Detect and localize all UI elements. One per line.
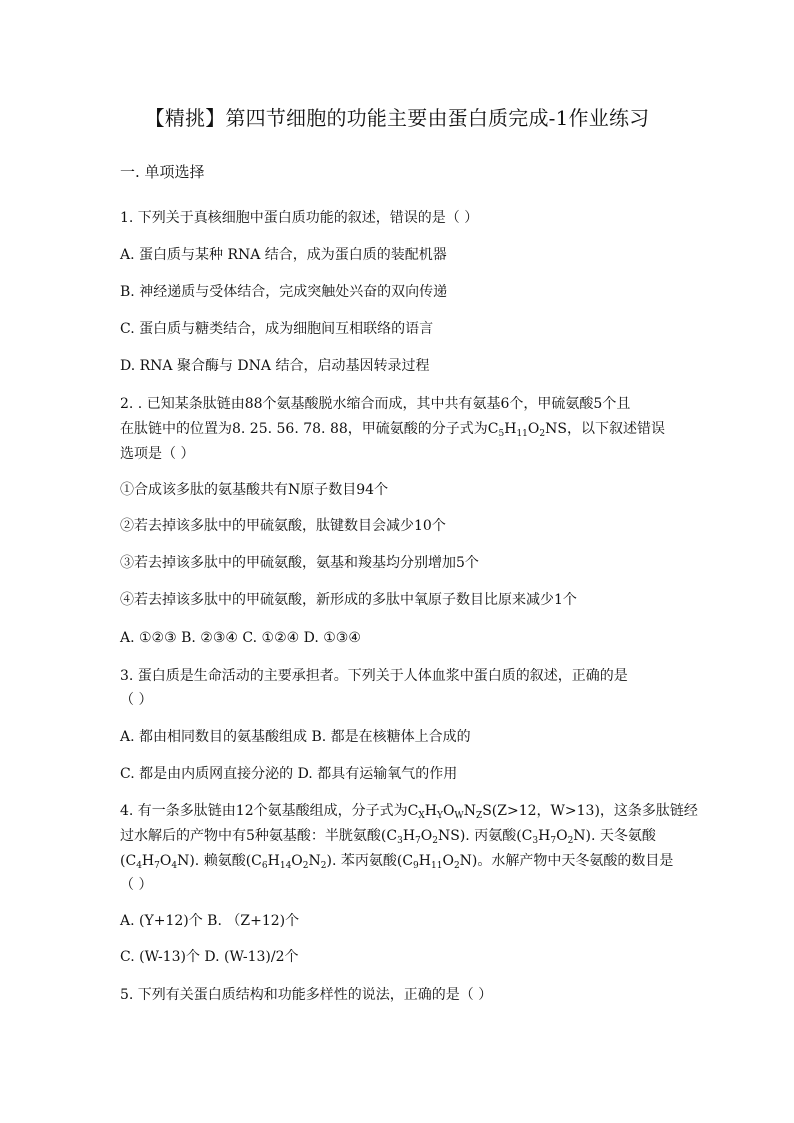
question-4-stem-line-3: $(C_4H_7O_4N)$. 赖氨酸$(C_6H_{14}O_2N_2)$. 苯丙氨酸$(C_9H_{11}O_2N)$。水解产物中天冬氨酸的数目是 xyxy=(120,853,674,871)
question-4-options-ab: A. (Y+12)个 B. （Z+12)个 xyxy=(120,913,300,929)
question-1-option-c: C. 蛋白质与糖类结合，成为细胞间互相联络的语言 xyxy=(120,321,434,337)
question-1-option-d: D. RNA 聚合酶与 DNA 结合，启动基因转录过程 xyxy=(120,358,430,374)
question-1-stem: 1. 下列关于真核细胞中蛋白质功能的叙述，错误的是（ ） xyxy=(120,210,479,226)
question-3-options-ab: A. 都由相同数目的氨基酸组成 B. 都是在核糖体上合成的 xyxy=(120,729,471,745)
question-2-stem-line-1: 2. . 已知某条肽链由88个氨基酸脱水缩合而成，其中共有氨基6个，甲硫氨酸5个且 xyxy=(120,396,631,412)
question-3-options-cd: C. 都是由内质网直接分泌的 D. 都具有运输氧气的作用 xyxy=(120,766,458,782)
question-2-statement-2: ②若去掉该多肽中的甲硫氨酸，肽键数目会减少10个 xyxy=(120,518,446,534)
question-3-stem-line-1: 3. 蛋白质是生命活动的主要承担者。下列关于人体血浆中蛋白质的叙述，正确的是 xyxy=(120,668,628,684)
question-1-option-b: B. 神经递质与受体结合，完成突触处兴奋的双向传递 xyxy=(120,284,448,300)
question-2-statement-1: ①合成该多肽的氨基酸共有N原子数目94个 xyxy=(120,482,389,498)
question-4-stem-line-1: 4. 有一条多肽链由12个氨基酸组成，分子式为$C_XH_YO_WN_ZS(Z>12$，W>13)，这条多肽链经 xyxy=(120,803,698,821)
document-title: 【精挑】第四节细胞的功能主要由蛋白质完成-1作业练习 xyxy=(144,106,650,130)
question-5-stem: 5. 下列有关蛋白质结构和功能多样性的说法，正确的是（ ） xyxy=(120,987,493,1003)
section-heading: 一. 单项选择 xyxy=(120,163,205,181)
question-3-stem-line-2: （ ） xyxy=(120,692,153,708)
question-2-stem-line-2: 在肽链中的位置为8. 25. 56. 78. 88，甲硫氨酸的分子式为$C_5H_{11}O_2NS$，以下叙述错误 xyxy=(120,421,665,439)
question-1-option-a: A. 蛋白质与某种 RNA 结合，成为蛋白质的装配机器 xyxy=(120,247,447,263)
question-2-statement-3: ③若去掉该多肽中的甲硫氨酸，氨基和羧基均分别增加5个 xyxy=(120,555,479,571)
question-2-stem-line-3: 选项是（ ） xyxy=(120,446,195,462)
question-2-statement-4: ④若去掉该多肽中的甲硫氨酸，新形成的多肽中氧原子数目比原来减少1个 xyxy=(120,592,577,608)
question-4-options-cd: C. (W-13)个 D. (W-13)/2个 xyxy=(120,949,299,965)
question-4-stem-line-2: 过水解后的产物中有5种氨基酸：半胱氨酸$(C_3H_7O_2NS)$. 丙氨酸$(C_3H_7O_2N)$. 天冬氨酸 xyxy=(120,828,656,846)
question-4-stem-line-4: （ ） xyxy=(120,877,153,893)
question-2-options: A. ①②③ B. ②③④ C. ①②④ D. ①③④ xyxy=(120,630,361,646)
